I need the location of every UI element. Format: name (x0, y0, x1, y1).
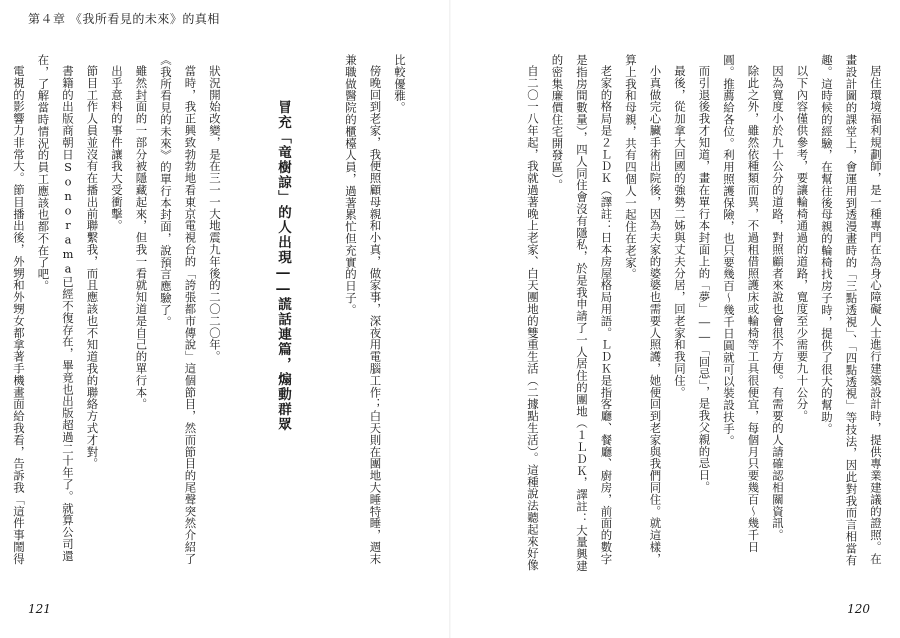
left-body-text-bottom (7, 54, 228, 574)
paragraph: 除此之外，雖然依種類而異，不過租借照護床或輪椅等工具很便宜，每個月只要幾百～幾千日圓。推薦給各位。利用照護保險，也只要幾百～幾千日圓就可以裝設扶手。 (722, 54, 761, 554)
paragraph: 出乎意料的事件讓我大受衝擊。 (110, 65, 124, 232)
paragraph: 小真做完心臟手術出院後，因為夫家的婆婆也需要人照護，她便回到老家與我們同住。就這樣，算上我和母親，共有四個人一起住在老家。 (624, 54, 663, 566)
paragraph: 節目工作人員並沒有在播出前聯繫我，而且應該也不知道我的聯絡方式才對。 (85, 65, 100, 470)
paragraph: 因為寬度小於九十公分的道路，對照顧者來說也會很不方便。有需要的人請確認相關資訊。 (771, 65, 785, 542)
paragraph: 居住環境福利規劃師，是一種專門在為身心障礙人士進行建築設計時，提供專業建議的證照。在畫設計圖的課堂上，會運用到透漫畫時的「三點透視」、「四點透視」等技法，因此對我而言相當有趣。這時候的經驗，在幫往後母親的輪椅找房子時，提供了很大的幫助。 (820, 54, 883, 567)
heading-main: 冒充「竜樹諒」的人出現 (275, 100, 291, 265)
paragraph: 而引退後我才知道，畫在單行本封面上的「夢」――「回忌」，是我父親的忌日。 (697, 65, 712, 494)
paragraph: 傍晚回到老家，我便照顧母親和小真，做家事，深夜用電腦工作；白天則在團地大睡特睡，週末兼職做醫院的櫃檯人員，過著累忙但充實的日子。 (344, 54, 383, 566)
page-number-left: 121 (28, 602, 51, 616)
paragraph: 電視的影響力非常大。節目播出後，外甥和外甥女都拿著手機畫面給我看，告訴我「這件事鬧得 (12, 65, 26, 566)
heading-sub: 謊話連篇，煽動群眾 (275, 297, 291, 432)
paragraph: 比較優雅。 (393, 54, 407, 114)
right-page (450, 0, 900, 638)
paragraph: 老家的格局是２ＬＤＫ（譯註：日本房屋格局用語。ＬＤＫ是指客廳、餐廳、廚房，前面的數字是指房間數量），四人同住會沒有隱私，於是我申請了一人居住的團地（１ＬＤＫ，譯註：大量興建的密集廉價住宅開發區）。 (550, 54, 614, 572)
paragraph: 以下內容僅供參考，要讓輪椅通過的道路，寬度至少需要九十公分。 (795, 65, 810, 423)
heading-dash: ―― (275, 265, 291, 297)
paragraph: 自二〇一八年起，我就過著晚上老家、白天團地的雙重生活（二據點生活）。這種說法聽起來好像 (526, 65, 540, 572)
paragraph: 雖然封面的一部分被隱藏起來，但我一看就知道是自己的單行本。 (134, 65, 149, 411)
paragraph: 狀況開始改變，是在三一一大地震九年後的二〇二〇年。 (208, 65, 222, 363)
paragraph: 書籍的出版商朝日Sonorama已經不復存在，畢竟也出版超過二十年了。就算公司還在，了解當時情況的員工應該也都不在了吧。 (36, 54, 75, 563)
paragraph: 當時，我正興致勃勃地看東京電視台的「誇張都市傳說」這個節目，然而節目的尾聲突然介紹了《我所看見的未來》的單行本封面，說預言應驗了。 (159, 54, 198, 566)
section-heading (270, 100, 296, 570)
page-number-right: 120 (847, 602, 870, 616)
paragraph: 最後，從加拿大回國的強勢二姊與丈夫分居，回老家和我同住。 (673, 65, 687, 399)
left-body-text-top (339, 54, 413, 574)
right-body-text (521, 54, 889, 574)
running-head: 第４章 《我所看見的未來》的真相 (28, 12, 220, 26)
